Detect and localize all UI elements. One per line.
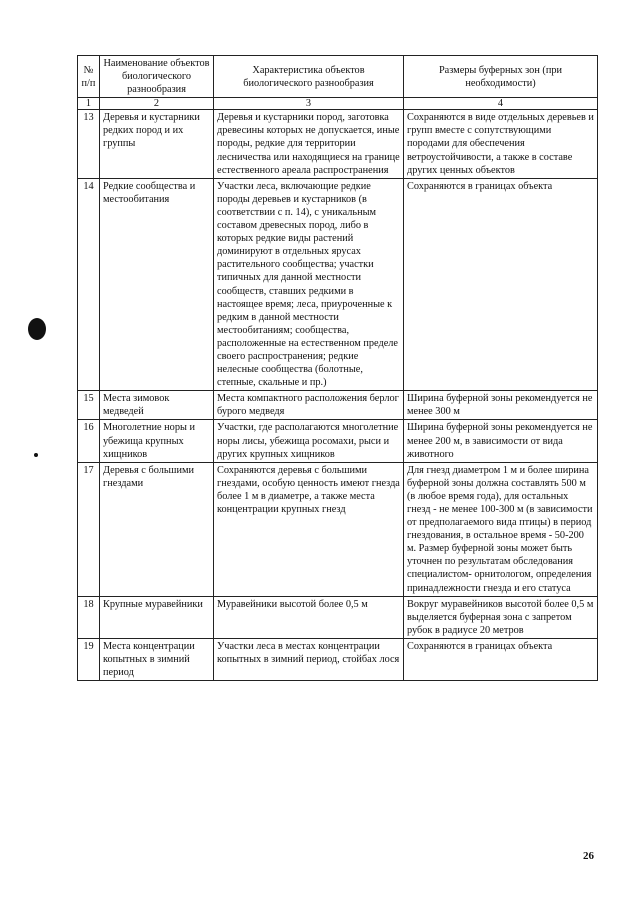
table-row (78, 391, 598, 420)
object-name: Деревья с большими гнездами (100, 462, 214, 596)
object-name: Крупные муравейники (100, 596, 214, 638)
binder-hole-mark-small (34, 453, 38, 457)
buffer-zone: Вокруг муравейников высотой более 0,5 м выделяется буферная зона с запретом рубок в радиусе 20 метров (404, 596, 598, 638)
header-buffer-zone: Размеры буферных зон (при необходимости) (404, 56, 598, 98)
table-row (78, 462, 598, 596)
header-number: № п/п (78, 56, 100, 98)
header-characteristic: Характеристика объектов биологического разнообразия (214, 56, 404, 98)
column-number-row (78, 98, 598, 110)
object-characteristic: Деревья и кустарники пород, заготовка древесины которых не допускается, иные породы, редкие для территории лесничества или находящиеся на границе естественного ареала распространения (214, 110, 404, 178)
binder-hole-mark (28, 318, 46, 340)
table-row (78, 596, 598, 638)
object-name: Многолетние норы и убежища крупных хищников (100, 420, 214, 462)
object-name: Места концентрации копытных в зимний период (100, 638, 214, 680)
table-row (78, 110, 598, 178)
table-header-row (78, 56, 598, 98)
object-name: Деревья и кустарники редких пород и их группы (100, 110, 214, 178)
page-number: 26 (583, 850, 594, 862)
table-row (78, 420, 598, 462)
row-number: 19 (78, 638, 100, 680)
row-number: 14 (78, 178, 100, 391)
object-characteristic: Сохраняются деревья с большими гнездами, особую ценность имеют гнезда более 1 м в диаметре, а также места концентрации крупных гнезд (214, 462, 404, 596)
buffer-zone: Для гнезд диаметром 1 м и более ширина буферной зоны должна составлять 500 м (в любое время года), для остальных гнезд - не менее 100-300 м (в зависимости от предполагаемого вида птицы) в период гнездования, в остальное время - 50-200 м. Размер буферной зоны может быть уточнен по результатам обследования специалистом- орнитологом, определения принадлежности гнезда и его статуса (404, 462, 598, 596)
column-number: 4 (404, 98, 598, 110)
object-characteristic: Участки леса в местах концентрации копытных в зимний период, стойбах лося (214, 638, 404, 680)
row-number: 17 (78, 462, 100, 596)
object-characteristic: Муравейники высотой более 0,5 м (214, 596, 404, 638)
row-number: 13 (78, 110, 100, 178)
table-row (78, 638, 598, 680)
biodiversity-objects-table (77, 55, 598, 681)
buffer-zone: Сохраняются в границах объекта (404, 178, 598, 391)
buffer-zone: Ширина буферной зоны рекомендуется не менее 300 м (404, 391, 598, 420)
column-number: 2 (100, 98, 214, 110)
header-object-name: Наименование объектов биологического разнообразия (100, 56, 214, 98)
object-name: Редкие сообщества и местообитания (100, 178, 214, 391)
row-number: 15 (78, 391, 100, 420)
column-number: 1 (78, 98, 100, 110)
object-name: Места зимовок медведей (100, 391, 214, 420)
object-characteristic: Участки, где располагаются многолетние норы лисы, убежища росомахи, рыси и других крупных хищников (214, 420, 404, 462)
buffer-zone: Сохраняются в виде отдельных деревьев и групп вместе с сопутствующими породами для обеспечения ветроустойчивости, а также в составе других ценных объектов (404, 110, 598, 178)
column-number: 3 (214, 98, 404, 110)
object-characteristic: Участки леса, включающие редкие породы деревьев и кустарников (в соответствии с п. 14), с уникальным составом древесных пород, либо в которых редкие виды растений доминируют в отдельных ярусах растительного сообщества; участки типичных для данной местности сообществ, ставших редкими в настоящее время; леса, приуроченные к редким в данной местности местообитаниям; сообщества, расположенные на естественном пределе своего распространения; редкие нелесные сообщества (болотные, степные, скальные и пр.) (214, 178, 404, 391)
row-number: 18 (78, 596, 100, 638)
object-characteristic: Места компактного расположения берлог бурого медведя (214, 391, 404, 420)
row-number: 16 (78, 420, 100, 462)
buffer-zone: Ширина буферной зоны рекомендуется не менее 200 м, в зависимости от вида животного (404, 420, 598, 462)
table-row (78, 178, 598, 391)
buffer-zone: Сохраняются в границах объекта (404, 638, 598, 680)
